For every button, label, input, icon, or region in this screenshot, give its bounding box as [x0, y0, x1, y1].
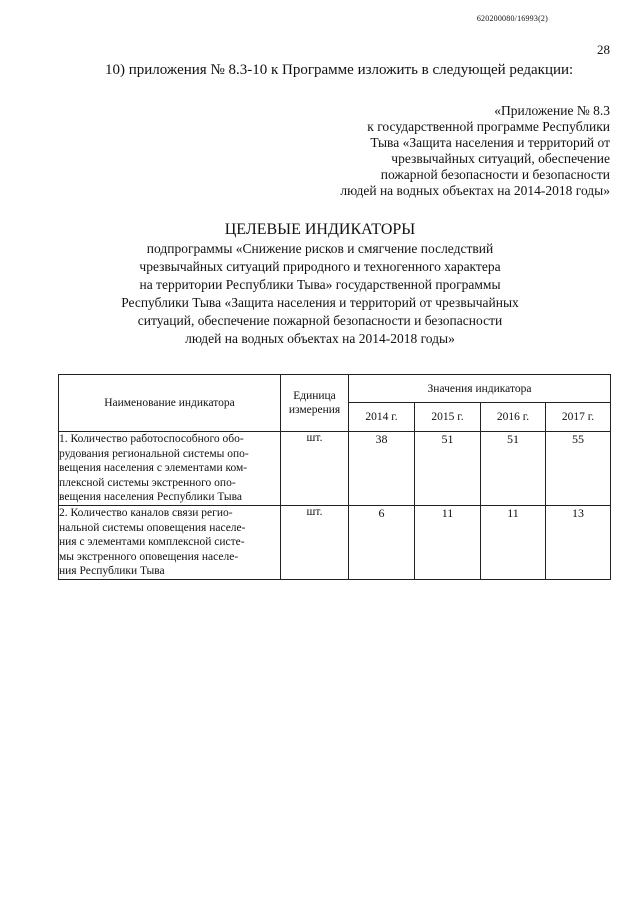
indicator-unit: шт. — [281, 505, 349, 579]
appendix-line: чрезвычайных ситуаций, обеспечение — [391, 151, 610, 166]
indicators-table — [58, 374, 611, 580]
document-id: 620200080/16993(2) — [476, 14, 548, 23]
header-year: 2016 г. — [481, 403, 546, 432]
header-year: 2017 г. — [546, 403, 611, 432]
indicator-name-line: вещения населения с элементами ком- — [59, 462, 248, 475]
indicator-value: 11 — [481, 505, 546, 579]
subtitle-line: чрезвычайных ситуаций природного и техногенного характера — [139, 259, 501, 274]
indicator-unit: шт. — [281, 432, 349, 506]
subtitle — [0, 240, 640, 348]
amendment-instruction: 10) приложения № 8.3-10 к Программе изложить в следующей редакции: — [105, 62, 574, 78]
indicator-name-line: вещения населения Республики Тыва — [59, 491, 242, 504]
header-year: 2015 г. — [415, 403, 481, 432]
indicator-name-line: 2. Количество каналов связи регио- — [59, 506, 233, 519]
header-unit-line: измерения — [288, 404, 341, 416]
indicator-value: 38 — [349, 432, 415, 506]
indicator-name-line: 1. Количество работоспособного обо- — [59, 433, 244, 445]
page-title: ЦЕЛЕВЫЕ ИНДИКАТОРЫ — [224, 221, 416, 238]
indicator-name-line: ния Республики Тыва — [59, 565, 165, 578]
indicator-name-line: нальной системы оповещения населе- — [59, 521, 246, 534]
indicator-name-line: ния с элементами комплексной систе- — [59, 536, 245, 549]
appendix-reference — [340, 103, 610, 199]
subtitle-line: подпрограммы «Снижение рисков и смягчение последствий — [146, 241, 494, 256]
header-year: 2014 г. — [349, 403, 415, 432]
indicator-name-line: плексной системы экстренного опо- — [59, 476, 236, 489]
header-unit-line: Единица — [293, 390, 336, 402]
page-number: 28 — [597, 42, 610, 57]
title-block — [0, 220, 640, 348]
appendix-line: пожарной безопасности и безопасности — [380, 167, 610, 182]
indicator-value: 51 — [481, 432, 546, 506]
indicator-name-line: мы экстренного оповещения населе- — [59, 550, 239, 563]
appendix-line: «Приложение № 8.3 — [494, 103, 610, 118]
indicator-value: 51 — [415, 432, 481, 506]
table-row — [59, 432, 611, 506]
indicator-name — [59, 505, 281, 579]
indicator-name-line: рудования региональной системы опо- — [59, 447, 249, 460]
indicator-name — [59, 432, 281, 506]
subtitle-line: людей на водных объектах на 2014-2018 годы» — [185, 331, 455, 346]
table-row — [59, 505, 611, 579]
indicator-value: 13 — [546, 505, 611, 579]
subtitle-line: Республики Тыва «Защита населения и территорий от чрезвычайных — [121, 295, 519, 310]
subtitle-line: на территории Республики Тыва» государственной программы — [139, 277, 501, 292]
appendix-line: к государственной программе Республики — [367, 119, 610, 134]
appendix-line: Тыва «Защита населения и территорий от — [370, 135, 610, 150]
subtitle-line: ситуаций, обеспечение пожарной безопасности и безопасности — [137, 313, 503, 328]
indicator-value: 6 — [349, 505, 415, 579]
header-unit — [281, 375, 349, 432]
appendix-line: людей на водных объектах на 2014-2018 годы» — [340, 183, 610, 198]
indicator-value: 11 — [415, 505, 481, 579]
header-indicator-name: Наименование индикатора — [59, 375, 281, 432]
header-indicator-values: Значения индикатора — [349, 375, 611, 403]
indicator-value: 55 — [546, 432, 611, 506]
